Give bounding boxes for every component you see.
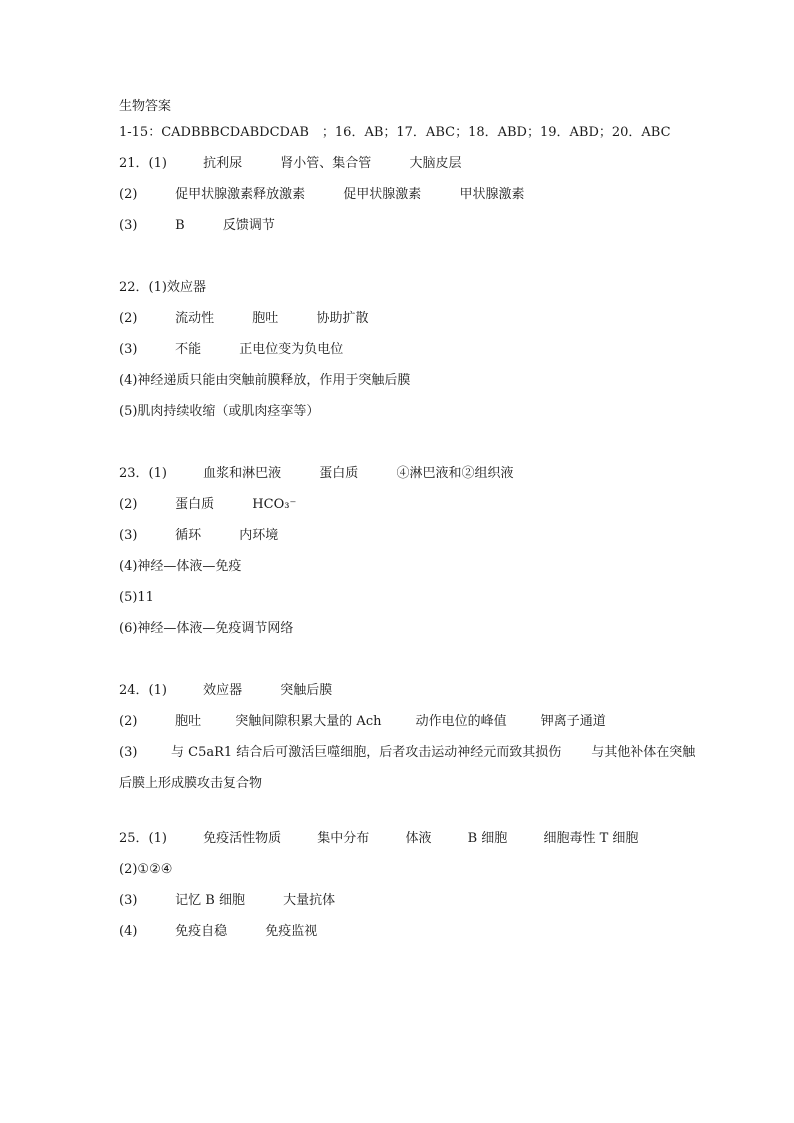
q21-3-num: (3) — [119, 218, 138, 233]
mc-answers: 1-15：CADBBBCDABDCDAB ；16．AB；17．ABC；18．ABD；19．ABD；20．ABC — [119, 125, 671, 140]
q25-4-ans-2: 免疫监视 — [265, 924, 318, 939]
q22-line-3 — [119, 340, 699, 371]
q21-line-2 — [119, 185, 699, 216]
q23-ans-3: ④淋巴液和②组织液 — [396, 466, 514, 481]
q23-2-num: (2) — [119, 497, 138, 512]
q22-line-5: (5)肌肉持续收缩（或肌肉痉挛等） — [119, 404, 320, 419]
q23-line-2 — [119, 495, 699, 526]
q21-2-ans-1: 促甲状腺激素释放激素 — [175, 187, 306, 202]
q21-3-ans-2: 反馈调节 — [222, 218, 275, 233]
spacer — [119, 247, 699, 278]
q23-num: 23．(1) — [119, 466, 167, 481]
spacer — [119, 433, 699, 464]
q24-3-num: (3) — [119, 745, 138, 760]
q24-block — [119, 681, 699, 799]
q25-ans-1: 免疫活性物质 — [203, 831, 282, 846]
q22-2-ans-3: 协助扩散 — [316, 311, 369, 326]
answer-document — [119, 97, 699, 953]
q24-ans-2: 突触后膜 — [280, 683, 333, 698]
q24-num: 24．(1) — [119, 683, 167, 698]
q22-line-4: (4)神经递质只能由突触前膜释放，作用于突触后膜 — [119, 373, 411, 388]
q23-2-ans-2: HCO₃⁻ — [252, 497, 297, 512]
spacer — [119, 805, 699, 829]
q24-line-1 — [119, 681, 699, 712]
q22-2-num: (2) — [119, 311, 138, 326]
q22-3-ans-1: 不能 — [175, 342, 202, 357]
q21-2-num: (2) — [119, 187, 138, 202]
q21-ans-2: 肾小管、集合管 — [280, 156, 372, 171]
q24-3-ans-2: 与其他补体在突触后膜上形成膜攻击复合物 — [119, 745, 696, 791]
q25-ans-4: B 细胞 — [467, 831, 508, 846]
q24-2-ans-3: 动作电位的峰值 — [415, 714, 507, 729]
q25-ans-5: 细胞毒性 T 细胞 — [543, 831, 639, 846]
q21-2-ans-3: 甲状腺激素 — [459, 187, 525, 202]
q24-2-ans-4: 钾离子通道 — [540, 714, 606, 729]
q25-3-ans-2: 大量抗体 — [283, 893, 336, 908]
q23-line-1 — [119, 464, 699, 495]
q25-3-num: (3) — [119, 893, 138, 908]
q24-2-ans-1: 胞吐 — [175, 714, 202, 729]
q24-3-ans-1: 与 C5aR1 结合后可激活巨噬细胞，后者攻击运动神经元而致其损伤 — [171, 745, 562, 760]
q23-line-3 — [119, 526, 699, 557]
q23-line-5: (5)11 — [119, 590, 154, 605]
q23-2-ans-1: 蛋白质 — [175, 497, 215, 512]
q24-2-num: (2) — [119, 714, 138, 729]
q24-ans-1: 效应器 — [203, 683, 243, 698]
q22-block — [119, 278, 699, 433]
q21-2-ans-2: 促甲状腺激素 — [343, 187, 422, 202]
q25-block — [119, 829, 699, 953]
q25-3-ans-1: 记忆 B 细胞 — [175, 893, 245, 908]
q21-line-1 — [119, 154, 699, 185]
q22-2-ans-1: 流动性 — [175, 311, 215, 326]
q25-num: 25．(1) — [119, 831, 167, 846]
q25-ans-2: 集中分布 — [317, 831, 370, 846]
q25-4-ans-1: 免疫自稳 — [175, 924, 228, 939]
q23-ans-2: 蛋白质 — [319, 466, 359, 481]
q25-4-num: (4) — [119, 924, 138, 939]
q23-line-4: (4)神经—体液—免疫 — [119, 559, 242, 574]
q22-3-ans-2: 正电位变为负电位 — [239, 342, 344, 357]
q23-3-ans-2: 内环境 — [239, 528, 279, 543]
q23-3-ans-1: 循环 — [175, 528, 202, 543]
q25-line-2: (2)①②④ — [119, 862, 173, 877]
doc-title: 生物答案 — [119, 99, 172, 114]
q25-line-3 — [119, 891, 699, 922]
q24-line-3 — [119, 737, 699, 799]
q23-line-6: (6)神经—体液—免疫调节网络 — [119, 621, 294, 636]
q21-ans-3: 大脑皮层 — [409, 156, 462, 171]
q23-block — [119, 464, 699, 650]
q23-3-num: (3) — [119, 528, 138, 543]
q22-line-2 — [119, 309, 699, 340]
q25-line-1 — [119, 829, 699, 860]
q21-num: 21．(1) — [119, 156, 167, 171]
q21-3-ans-1: B — [175, 218, 185, 233]
q24-2-ans-2: 突触间隙积累大量的 Ach — [235, 714, 382, 729]
q23-ans-1: 血浆和淋巴液 — [203, 466, 282, 481]
q22-3-num: (3) — [119, 342, 138, 357]
spacer — [119, 650, 699, 681]
q21-ans-1: 抗利尿 — [203, 156, 243, 171]
q25-line-4 — [119, 922, 699, 953]
q21-line-3 — [119, 216, 699, 247]
q22-2-ans-2: 胞吐 — [252, 311, 279, 326]
q21-block — [119, 154, 699, 247]
q22-line-1: 22．(1)效应器 — [119, 280, 206, 295]
q25-ans-3: 体液 — [405, 831, 432, 846]
